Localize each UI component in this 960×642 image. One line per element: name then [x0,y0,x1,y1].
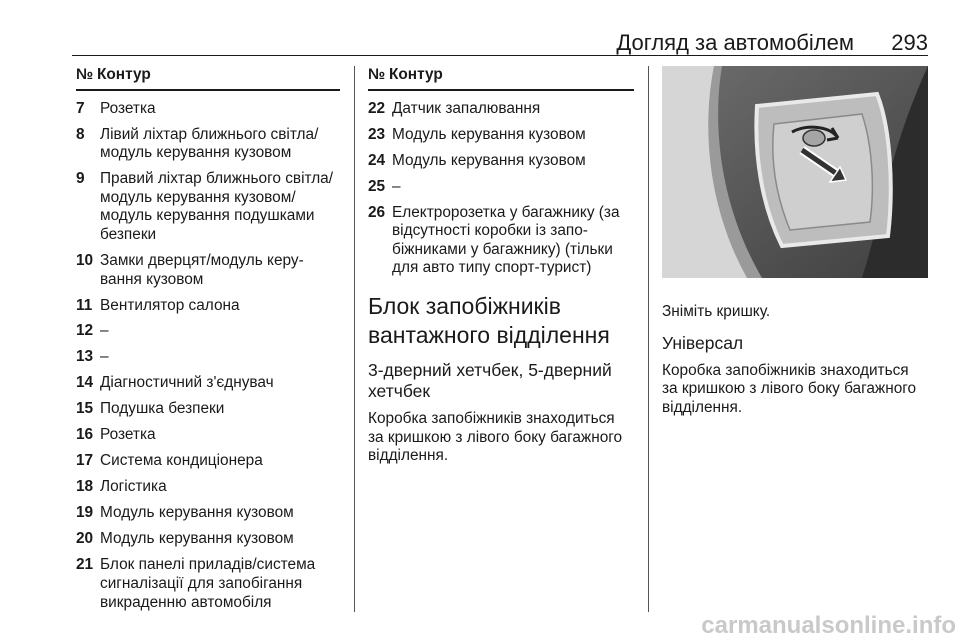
column-right [662,303,928,428]
section-subheading: 3-дверний хетчбек, 5-дверний хетчбек [368,359,612,401]
fuse-circuit: – [100,322,109,340]
fuse-number: 7 [76,99,85,117]
trunk-cover-illustration [662,66,928,278]
section-paragraph: Коробка запобіжників знаходиться за кришкою з лівого боку багажного відділення. [368,409,623,465]
wagon-paragraph: Коробка запобіжників знаходиться за кришкою з лівого боку багажного відділення. [662,361,917,416]
table-header-number: № [76,66,94,83]
fuse-circuit: Модуль керування кузовом [100,530,294,548]
table-row [76,297,340,316]
fuse-circuit: Замки дверцят/модуль керу-вання кузовом [100,251,304,288]
trunk-photo-svg [662,66,928,278]
table-row [76,556,340,612]
table-row [368,178,634,197]
fuse-table-1 [76,100,340,613]
table-row [76,530,340,549]
table-header [76,66,340,91]
fuse-number: 23 [368,125,386,143]
table-header-label: Контур [97,66,151,83]
section-heading: Блок запобіжників вантажного відділення [368,292,610,348]
fuse-number: 8 [76,125,85,143]
fuse-circuit: Логістика [100,478,167,496]
column-left [76,66,340,620]
fuse-number: 20 [76,530,94,548]
fuse-circuit: Правий ліхтар ближнього світла/модуль керування кузовом/модуль керування подушками безпеки [100,170,334,243]
page-number: 293 [891,30,928,55]
fuse-number: 26 [368,203,386,221]
fuse-circuit: Модуль керування кузовом [100,504,294,522]
table-row [76,100,340,119]
fuse-number: 21 [76,556,94,574]
table-header-label: Контур [389,66,443,83]
table-row [76,452,340,471]
fuse-circuit: – [392,177,401,195]
table-row [76,170,340,244]
fuse-number: 15 [76,400,94,418]
table-row [368,152,634,171]
fuse-circuit: Подушка безпеки [100,400,225,418]
table-header-number: № [368,66,386,83]
table-row [76,348,340,367]
table-row [76,504,340,523]
table-row [76,322,340,341]
fuse-number: 18 [76,478,94,496]
fuse-number: 9 [76,170,85,188]
table-row [76,400,340,419]
table-row [368,100,634,119]
table-row [76,252,340,289]
image-caption: Зніміть кришку. [662,303,771,320]
column-divider [354,66,355,612]
fuse-circuit: – [100,348,109,366]
fuse-circuit: Лівий ліхтар ближнього світла/модуль керування кузовом [100,125,319,162]
fuse-circuit: Модуль керування кузовом [392,151,586,169]
fuse-number: 16 [76,426,94,444]
fuse-circuit: Блок панелі приладів/система сигналізації для запобігання викраденню автомобіля [100,556,316,611]
fuse-number: 11 [76,296,93,314]
table-row [76,374,340,393]
fuse-number: 17 [76,452,94,470]
fuse-number: 10 [76,251,94,269]
fuse-number: 14 [76,374,94,392]
fuse-circuit: Діагностичний з'єднувач [100,374,274,392]
wagon-subheading: Універсал [662,332,744,353]
column-divider [648,66,649,612]
fuse-number: 12 [76,322,94,340]
page-title: Догляд за автомобілем [616,30,854,55]
fuse-number: 24 [368,151,386,169]
header-rule [72,55,928,56]
fuse-circuit: Розетка [100,99,156,117]
fuse-circuit: Електророзетка у багажнику (за відсутності коробки із запо-біжниками у багажнику) (тільки для авто типу спорт-турист) [392,203,620,277]
fuse-circuit: Вентилятор салона [100,296,240,314]
fuse-circuit: Датчик запалювання [392,99,541,117]
fuse-number: 19 [76,504,94,522]
watermark: carmanualsonline.info [701,612,956,639]
fuse-circuit: Розетка [100,426,156,444]
table-row [76,126,340,163]
page-header [0,22,928,56]
fuse-circuit: Система кондиціонера [100,452,263,470]
column-middle [368,66,634,477]
table-row [76,426,340,445]
table-row [76,478,340,497]
table-header [368,66,634,91]
fuse-circuit: Модуль керування кузовом [392,125,586,143]
table-row [368,126,634,145]
fuse-table-2 [368,100,634,278]
fuse-number: 13 [76,348,94,366]
fuse-number: 25 [368,177,386,195]
fuse-number: 22 [368,99,386,117]
table-row [368,204,634,278]
